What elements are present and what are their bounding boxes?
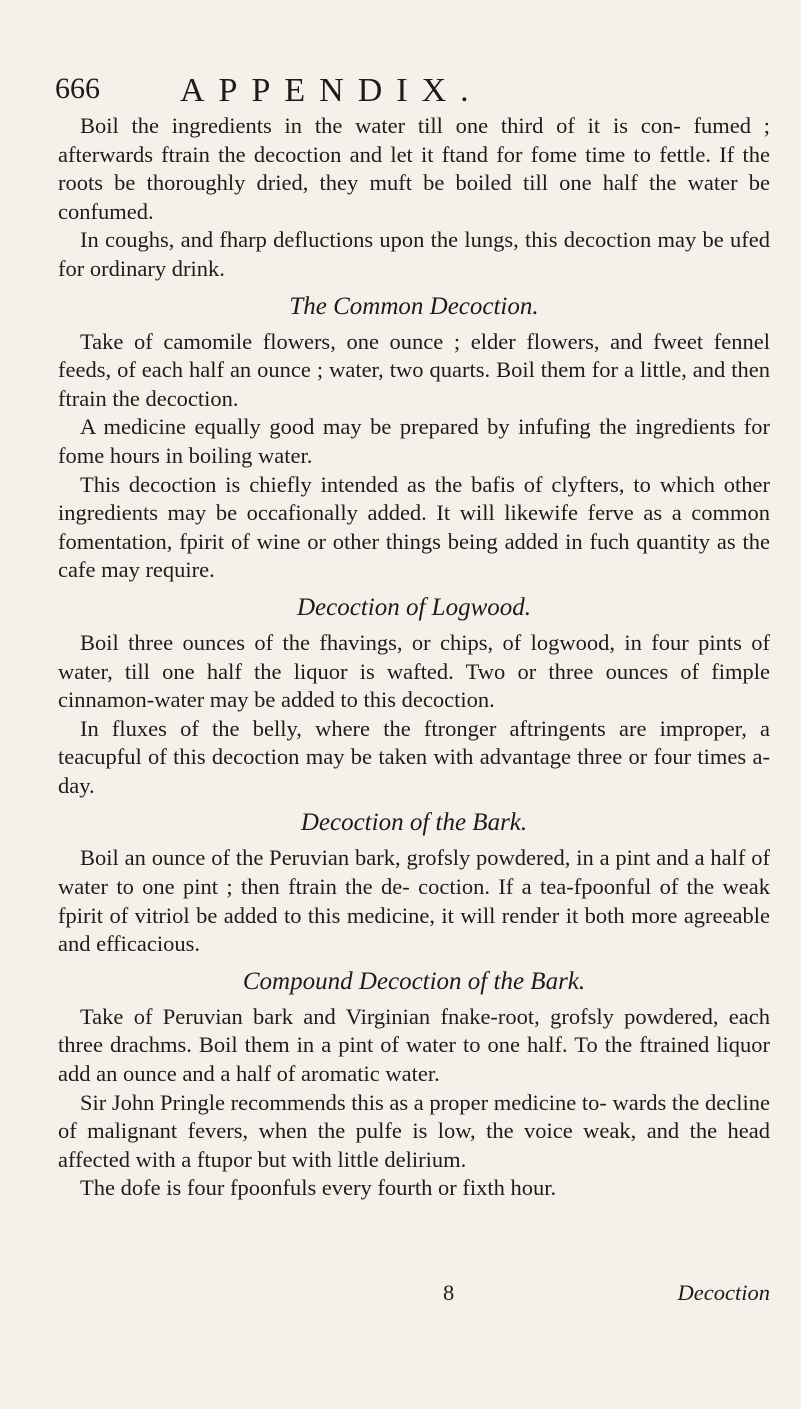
- section-heading: The Common Decoction.: [289, 292, 539, 320]
- section-heading: Decoction of the Bark.: [300, 809, 528, 837]
- paragraph: Take of camomile flowers, one ounce ; elder flowers, and fweet fennel feeds, of each half an ounce ; water, two quarts. Boil them for a little, and then ftrain the decoction.: [58, 328, 770, 411]
- paragraph: Sir John Pringle recommends this as a proper medicine to- wards the decline of malignant fevers, when the pulfe is low, the voice weak, and the head affected with a ftupor but with little delirium.: [58, 1089, 770, 1172]
- section-heading: Compound Decoction of the Bark.: [242, 967, 586, 995]
- paragraph: This decoction is chiefly intended as the bafis of clyfters, to which other ingredients may be occafionally added. It will likewife ferve as a common fomentation, fpirit of wine or other things being added in fuch quantity as the cafe may require.: [58, 471, 770, 583]
- section-heading: Decoction of Logwood.: [296, 593, 531, 621]
- catch-line: [58, 1280, 770, 1310]
- page-header: [55, 72, 775, 112]
- catchword: Decoction: [677, 1280, 770, 1305]
- paragraph: In fluxes of the belly, where the ftronger aftringents are improper, a teacupful of this decoction may be taken with advantage three or four times a-day.: [58, 715, 770, 798]
- paragraph: Boil the ingredients in the water till one third of it is con- fumed ; afterwards ftrain the decoction and let it ftand for fome time to fettle. If the roots be thoroughly dried, they muft be boiled till one half the water be confumed.: [58, 113, 770, 224]
- running-title: APPENDIX.: [180, 72, 483, 109]
- signature-mark: 8: [443, 1280, 455, 1305]
- paragraph: The dofe is four fpoonfuls every fourth or fixth hour.: [80, 1175, 557, 1201]
- paragraph: In coughs, and fharp defluctions upon the lungs, this decoction may be ufed for ordinary drink.: [58, 227, 770, 281]
- paragraph: Boil three ounces of the fhavings, or chips, of logwood, in four pints of water, till one half the liquor is wafted. Two or three ounces of fimple cinnamon-water may be added to this decoction.: [58, 629, 770, 713]
- body-text: [58, 112, 770, 1203]
- paragraph: Take of Peruvian bark and Virginian fnake-root, grofsly powdered, each three drachms. Boil them in a pint of water to one half. To the ftrained liquor add an ounce and a half of aromatic water.: [58, 1003, 770, 1087]
- paragraph: Boil an ounce of the Peruvian bark, grofsly powdered, in a pint and a half of water to one pint ; then ftrain the de- coction. If a tea-fpoonful of the weak fpirit of vitriol be added to this medicine, it will render it both more agreeable and efficacious.: [58, 845, 770, 957]
- paragraph: A medicine equally good may be prepared by infufing the ingredients for fome hours in boiling water.: [58, 414, 770, 468]
- page-number: 666: [55, 72, 100, 105]
